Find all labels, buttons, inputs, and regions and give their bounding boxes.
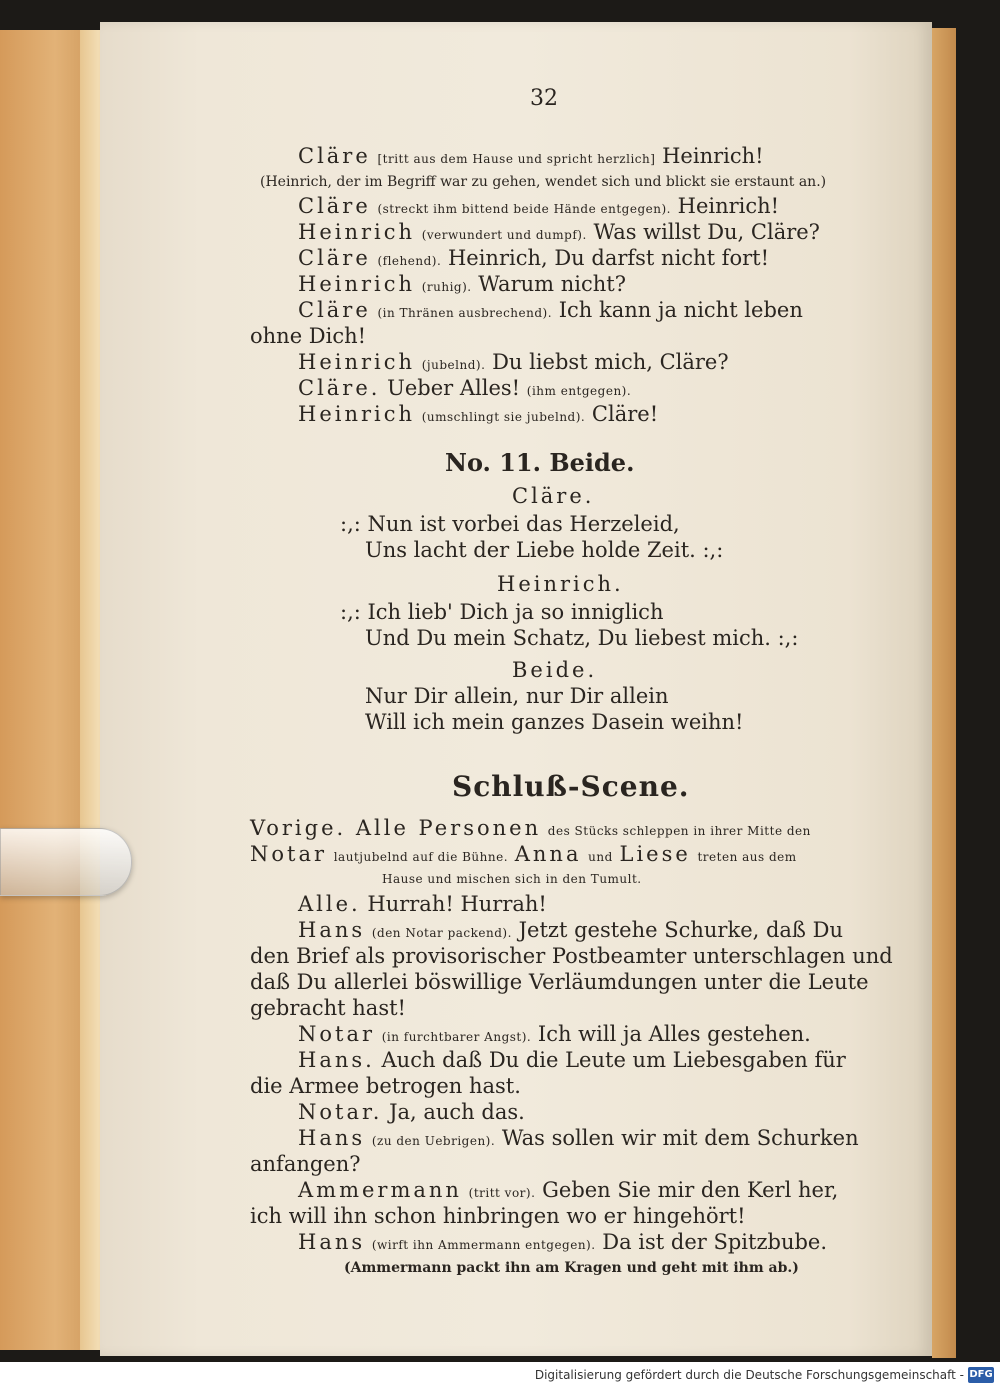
- dialogue-line: Heinrich (ruhig). Warum nicht?: [298, 272, 626, 296]
- dialogue-line: Cläre (flehend). Heinrich, Du darfst nicht fort!: [298, 246, 770, 270]
- dialogue-line: Hans. Auch daß Du die Leute um Liebesgaben für: [298, 1048, 846, 1072]
- dialogue-line: gebracht hast!: [250, 996, 406, 1020]
- dialogue-line: ich will ihn schon hinbringen wo er hingehört!: [250, 1204, 746, 1228]
- song-line: :,: Ich lieb' Dich ja so inniglich: [340, 600, 664, 624]
- bookmark-clip: [0, 828, 132, 896]
- dialogue-line: Ammermann (tritt vor). Geben Sie mir den Kerl her,: [298, 1178, 839, 1202]
- scene-intro-line: Hause und mischen sich in den Tumult.: [382, 872, 642, 886]
- page-number: 32: [530, 86, 558, 111]
- dialogue-line: Heinrich (verwundert und dumpf). Was willst Du, Cläre?: [298, 220, 820, 244]
- dialogue-line: Cläre. Ueber Alles! (ihm entgegen).: [298, 376, 632, 400]
- song-singer: Heinrich.: [497, 572, 624, 596]
- dialogue-line: anfangen?: [250, 1152, 361, 1176]
- song-line: Nur Dir allein, nur Dir allein: [365, 684, 669, 708]
- scene-intro-line: Notar lautjubelnd auf die Bühne. Anna und Liese treten aus dem: [250, 842, 797, 866]
- dialogue-line: Heinrich (jubelnd). Du liebst mich, Cläre?: [298, 350, 729, 374]
- dialogue-line: ohne Dich!: [250, 324, 367, 348]
- song-line: Will ich mein ganzes Dasein weihn!: [365, 710, 744, 734]
- scene-heading: Schluß-Scene.: [452, 770, 690, 803]
- stage-direction: (Ammermann packt ihn am Kragen und geht mit ihm ab.): [344, 1260, 799, 1276]
- song-singer: Beide.: [512, 658, 598, 682]
- song-line: Uns lacht der Liebe holde Zeit. :,:: [365, 538, 724, 562]
- dialogue-line: Cläre [tritt aus dem Hause und spricht herzlich] Heinrich!: [298, 144, 764, 168]
- dialogue-line: den Brief als provisorischer Postbeamter unterschlagen und: [250, 944, 893, 968]
- book-cover-right: [932, 28, 956, 1358]
- song-line: Und Du mein Schatz, Du liebest mich. :,:: [365, 626, 799, 650]
- footer-credit: Digitalisierung gefördert durch die Deutsche Forschungsgemeinschaft -: [534, 1368, 964, 1382]
- dialogue-line: die Armee betrogen hast.: [250, 1074, 521, 1098]
- dialogue-line: Hans (zu den Uebrigen). Was sollen wir mit dem Schurken: [298, 1126, 859, 1150]
- dialogue-line: Alle. Hurrah! Hurrah!: [298, 892, 547, 916]
- dialogue-line: Cläre (streckt ihm bittend beide Hände entgegen). Heinrich!: [298, 194, 780, 218]
- dialogue-line: daß Du allerlei böswillige Verläumdungen unter die Leute: [250, 970, 869, 994]
- scene-intro-line: Vorige. Alle Personen des Stücks schleppen in ihrer Mitte den: [250, 816, 811, 840]
- dialogue-line: Notar (in furchtbarer Angst). Ich will ja Alles gestehen.: [298, 1022, 811, 1046]
- dialogue-line: Notar. Ja, auch das.: [298, 1100, 525, 1124]
- dialogue-line: Hans (den Notar packend). Jetzt gestehe Schurke, daß Du: [298, 918, 843, 942]
- song-line: :,: Nun ist vorbei das Herzeleid,: [340, 512, 680, 536]
- dialogue-line: Cläre (in Thränen ausbrechend). Ich kann ja nicht leben: [298, 298, 803, 322]
- digitization-footer: [0, 1362, 1000, 1390]
- dialogue-line: Hans (wirft ihn Ammermann entgegen). Da ist der Spitzbube.: [298, 1230, 828, 1254]
- dfg-logo: DFG: [968, 1367, 994, 1383]
- stage-direction: (Heinrich, der im Begriff war zu gehen, wendet sich und blickt sie erstaunt an.): [260, 174, 827, 190]
- song-heading: No. 11. Beide.: [445, 448, 635, 477]
- song-singer: Cläre.: [512, 484, 595, 508]
- book-page: [100, 22, 932, 1356]
- dialogue-line: Heinrich (umschlingt sie jubelnd). Cläre!: [298, 402, 659, 426]
